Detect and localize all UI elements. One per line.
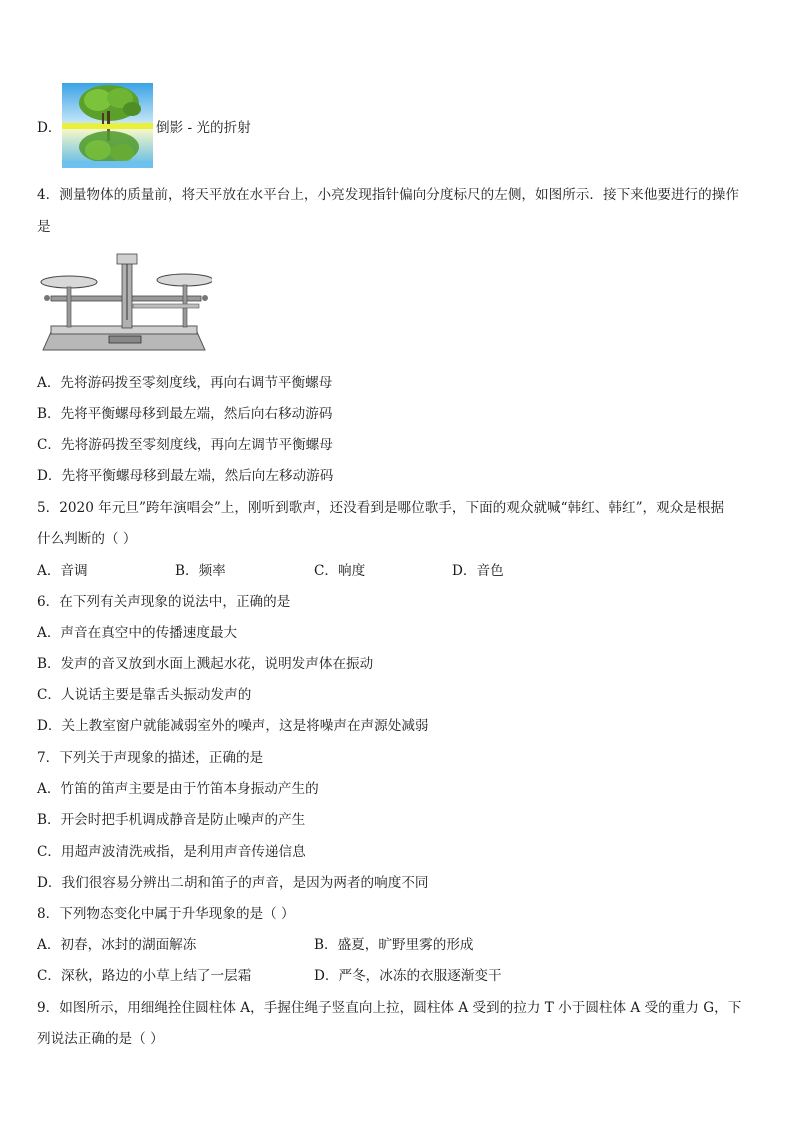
q7-option-d: D．我们很容易分辨出二胡和笛子的声音，是因为两者的响度不同 bbox=[37, 875, 429, 891]
q6-option-c: C．人说话主要是靠舌头振动发声的 bbox=[37, 687, 252, 703]
q5-option-a: A．音调 bbox=[37, 563, 88, 579]
q6-option-a: A．声音在真空中的传播速度最大 bbox=[37, 625, 238, 641]
q5-stem-line2: 什么判断的（ ） bbox=[37, 531, 137, 547]
q6-option-b: B．发声的音叉放到水面上溅起水花，说明发声体在振动 bbox=[37, 656, 374, 672]
q6-option-d: D．关上教室窗户就能减弱室外的噪声，这是将噪声在声源处减弱 bbox=[37, 718, 429, 734]
q7-stem: 7．下列关于声现象的描述，正确的是 bbox=[37, 750, 264, 766]
balance-scale-image bbox=[37, 250, 212, 355]
q9-stem-line2: 列说法正确的是（ ） bbox=[37, 1031, 164, 1047]
q8-option-a: A．初春，冰封的湖面解冻 bbox=[37, 937, 197, 953]
q7-option-c: C．用超声波清洗戒指，是利用声音传递信息 bbox=[37, 844, 306, 860]
q7-option-a: A．竹笛的笛声主要是由于竹笛本身振动产生的 bbox=[37, 781, 319, 797]
q5-option-c: C．响度 bbox=[314, 563, 366, 579]
q4-option-b: B．先将平衡螺母移到最左端，然后向右移动游码 bbox=[37, 406, 333, 422]
q3-option-d-label: D． bbox=[37, 120, 62, 136]
q3-option-d-text: 倒影 - 光的折射 bbox=[156, 120, 251, 136]
q6-stem: 6．在下列有关声现象的说法中，正确的是 bbox=[37, 594, 291, 610]
q8-option-c: C．深秋，路边的小草上结了一层霜 bbox=[37, 968, 252, 984]
q7-option-b: B．开会时把手机调成静音是防止噪声的产生 bbox=[37, 812, 306, 828]
q4-option-d: D．先将平衡螺母移到最左端，然后向左移动游码 bbox=[37, 468, 334, 484]
q8-stem: 8．下列物态变化中属于升华现象的是（ ） bbox=[37, 906, 295, 922]
q4-option-c: C．先将游码拨至零刻度线，再向左调节平衡螺母 bbox=[37, 437, 333, 453]
tree-reflection-image bbox=[62, 83, 153, 168]
q4-option-a: A．先将游码拨至零刻度线，再向右调节平衡螺母 bbox=[37, 375, 333, 391]
q8-option-b: B．盛夏，旷野里雾的形成 bbox=[314, 937, 474, 953]
q5-option-b: B．频率 bbox=[175, 563, 226, 579]
q9-stem-line1: 9．如图所示，用细绳拴住圆柱体 A，手握住绳子竖直向上拉，圆柱体 A 受到的拉力 T 小于圆柱体 A 受的重力 G，下 bbox=[37, 1000, 742, 1016]
q5-stem-line1: 5．2020 年元旦”跨年演唱会”上，刚听到歌声，还没看到是哪位歌手，下面的观众就喊“韩红、韩红”，观众是根据 bbox=[37, 500, 725, 516]
q8-option-d: D．严冬，冰冻的衣服逐渐变干 bbox=[314, 968, 502, 984]
q4-stem-line2: 是 bbox=[37, 219, 51, 235]
q5-option-d: D．音色 bbox=[452, 563, 504, 579]
q4-stem-line1: 4．测量物体的质量前，将天平放在水平台上，小亮发现指针偏向分度标尺的左侧，如图所示．接下来他要进行的操作 bbox=[37, 187, 739, 203]
